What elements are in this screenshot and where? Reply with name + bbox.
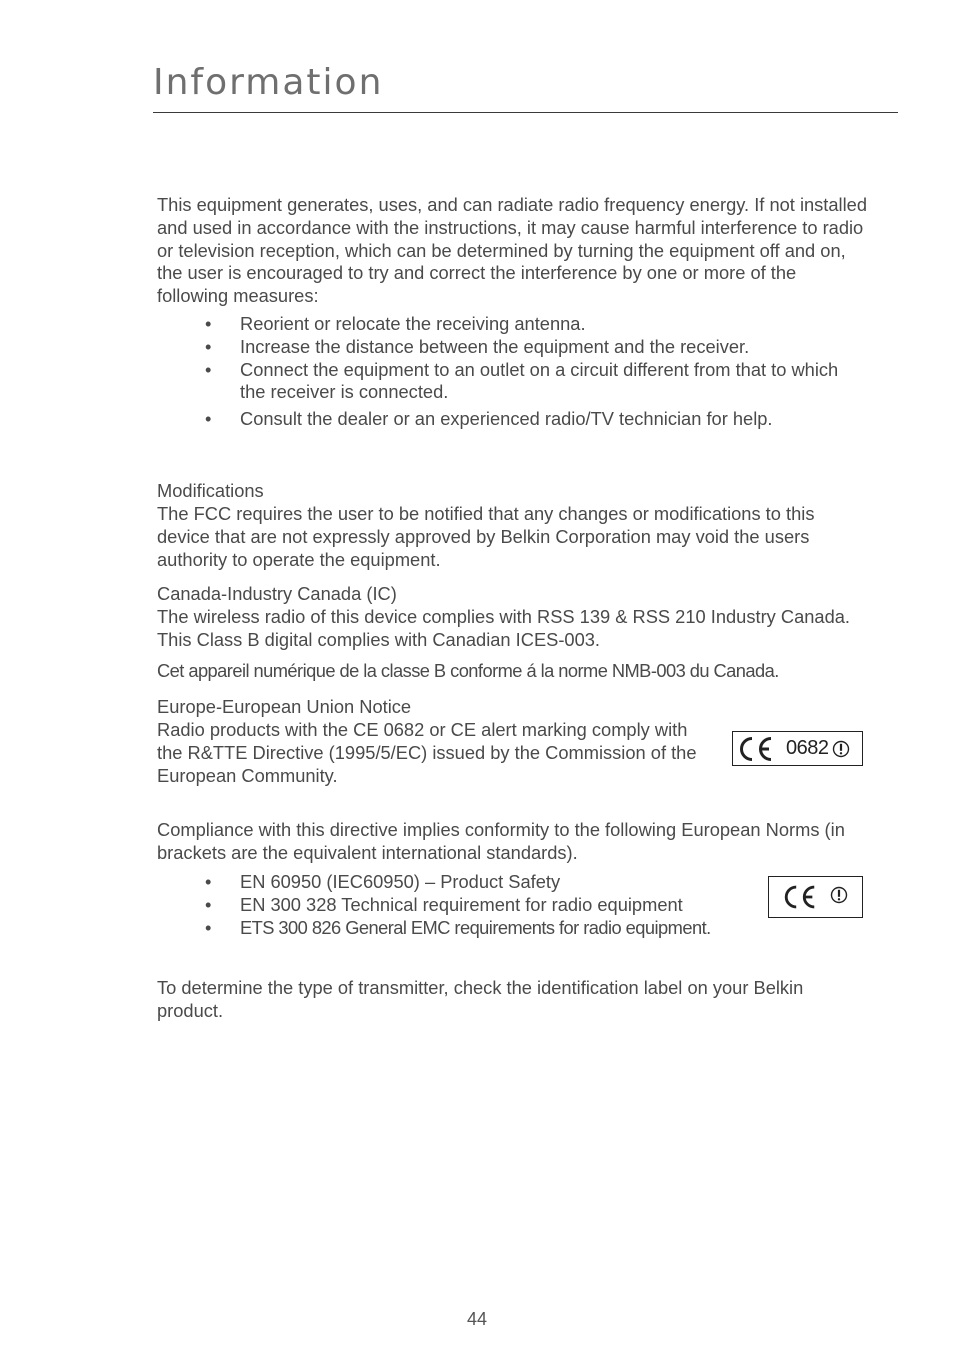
intro-paragraph: This equipment generates, uses, and can radiate radio frequency energy. If not installed and used in accordance with the instructions, it may cause harmful interference to radio or television reception, which can be determined by turning the equipment off and on, the user is encouraged to try and correct the interference by one or more of the following measures: bbox=[157, 194, 868, 307]
modifications-body: The FCC requires the user to be notified that any changes or modifications to this device that are not expressly approved by Belkin Corporation may void the users authority to operate the equipment. bbox=[157, 503, 815, 570]
ce-mark-icon bbox=[781, 884, 819, 910]
alert-icon bbox=[830, 886, 848, 904]
bullet-icon: • bbox=[205, 916, 211, 938]
canada-heading: Canada-Industry Canada (IC) bbox=[157, 583, 397, 604]
list-item-text: Reorient or relocate the receiving antenna. bbox=[240, 313, 586, 334]
ce-alert-mark bbox=[768, 876, 863, 918]
page-number: 44 bbox=[466, 1309, 488, 1329]
notified-body-number: 0682 bbox=[786, 737, 829, 759]
canada-body: The wireless radio of this device complies with RSS 139 & RSS 210 Industry Canada. This Class B digital complies with Canadian ICES-003. bbox=[157, 606, 850, 650]
bullet-icon: • bbox=[205, 408, 212, 430]
norms-list bbox=[157, 871, 867, 939]
list-item bbox=[157, 359, 867, 405]
bullet-icon: • bbox=[205, 313, 212, 334]
ce-0682-alert-mark bbox=[732, 731, 863, 766]
list-item-text: ETS 300 826 General EMC requirements for radio equipment. bbox=[240, 916, 711, 938]
list-item bbox=[157, 313, 867, 336]
closing-paragraph: To determine the type of transmitter, check the identification label on your Belkin product. bbox=[157, 977, 804, 1021]
modifications-heading: Modifications bbox=[157, 480, 264, 501]
list-item-text: EN 60950 (IEC60950) – Product Safety bbox=[240, 871, 561, 892]
europe-body: Radio products with the CE 0682 or CE alert marking comply with the R&TTE Directive (1995/5/EC) issued by the Commission of the European Community. bbox=[157, 719, 697, 786]
bullet-icon: • bbox=[205, 871, 212, 892]
title-divider bbox=[153, 112, 898, 113]
bullet-icon: • bbox=[205, 893, 212, 915]
list-item-text: Connect the equipment to an outlet on a circuit different from that to which the receiver is connected. bbox=[240, 358, 839, 403]
list-item bbox=[157, 917, 867, 940]
page-title: Information bbox=[153, 62, 384, 103]
compliance-paragraph: Compliance with this directive implies conformity to the following European Norms (in brackets are the equivalent international standards). bbox=[157, 819, 845, 863]
ce-mark-icon bbox=[736, 736, 776, 762]
list-item bbox=[157, 336, 867, 359]
list-item-text: Increase the distance between the equipment and the receiver. bbox=[240, 335, 750, 357]
measures-list bbox=[157, 313, 867, 431]
bullet-icon: • bbox=[205, 358, 212, 380]
list-item bbox=[157, 894, 867, 917]
list-item bbox=[157, 408, 867, 431]
list-item-text: Consult the dealer or an experienced radio/TV technician for help. bbox=[240, 408, 773, 430]
bullet-icon: • bbox=[205, 335, 212, 357]
list-item bbox=[157, 871, 867, 894]
list-item-text: EN 300 328 Technical requirement for radio equipment bbox=[240, 893, 683, 915]
europe-heading: Europe-European Union Notice bbox=[157, 696, 412, 717]
canada-french-notice: Cet appareil numérique de la classe B conforme á la norme NMB-003 du Canada. bbox=[157, 660, 779, 681]
alert-icon bbox=[832, 740, 850, 758]
